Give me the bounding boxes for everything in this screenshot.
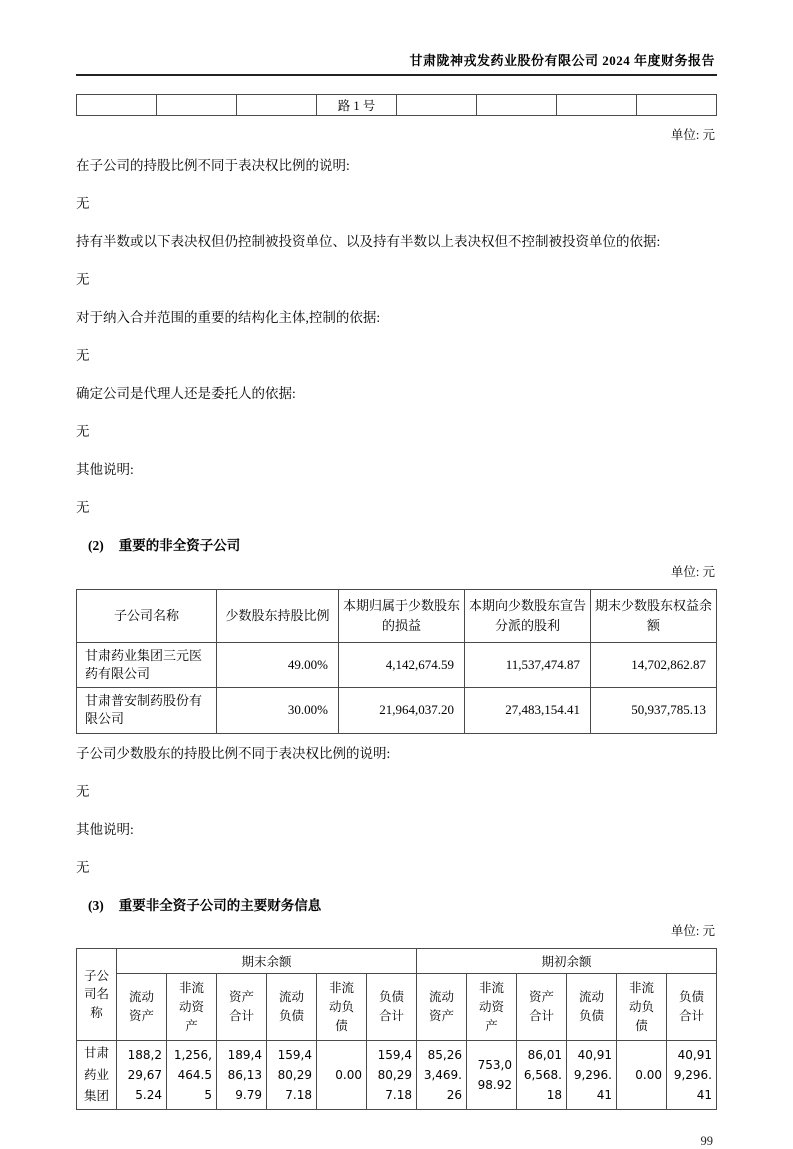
- table-cell: [237, 95, 317, 116]
- subsidiary-name-cell: 甘肃药业集团: [77, 1041, 117, 1110]
- qa-answer: 无: [76, 859, 90, 875]
- subheader-total-assets: 资产合计: [217, 974, 267, 1041]
- subsidiaries-financials-table: [76, 948, 717, 1110]
- value-cell: 0.00: [317, 1041, 367, 1110]
- subheader-total-liabilities: 负债合计: [667, 974, 717, 1041]
- qa-label: 其他说明:: [76, 821, 134, 837]
- document-header-title: 甘肃陇神戎发药业股份有限公司 2024 年度财务报告: [409, 53, 715, 68]
- value-cell: 86,016,568.18: [517, 1041, 567, 1110]
- qa-label: 其他说明:: [76, 462, 134, 477]
- subheader-current-assets: 流动资产: [417, 974, 467, 1041]
- table-cell-address: 路 1 号: [317, 95, 397, 116]
- section-title: 重要的非全资子公司: [118, 538, 241, 553]
- column-header-minority-ratio: 少数股东持股比例: [217, 589, 339, 642]
- qa-answer: 无: [76, 783, 90, 799]
- column-header-subsidiary-name: 子公司名称: [77, 589, 217, 642]
- subheader-noncurrent-assets: 非流动资产: [467, 974, 517, 1041]
- page-number: 99: [700, 1134, 713, 1149]
- section-number: (2): [88, 538, 104, 553]
- group-header-closing-balance: 期末余额: [117, 949, 417, 974]
- value-cell: 0.00: [617, 1041, 667, 1110]
- table-cell: [157, 95, 237, 116]
- unit-label: 单位: 元: [670, 924, 715, 939]
- table-group-header-row: [77, 949, 717, 974]
- qa-section: [76, 159, 717, 515]
- table-row: [77, 1041, 717, 1110]
- subsidiary-name-cell: 甘肃药业集团三元医药有限公司: [77, 642, 217, 687]
- qa-answer: 无: [76, 424, 90, 439]
- subheader-current-liabilities: 流动负债: [267, 974, 317, 1041]
- equity-cell: 14,702,862.87: [591, 642, 717, 687]
- subheader-noncurrent-liabilities: 非流动负债: [317, 974, 367, 1041]
- section-heading-2: [88, 539, 717, 553]
- non-wholly-owned-subsidiaries-table: [76, 589, 717, 734]
- table-cell: [477, 95, 557, 116]
- value-cell: 1,256,464.55: [167, 1041, 217, 1110]
- table-cell: [557, 95, 637, 116]
- value-cell: 159,480,297.18: [367, 1041, 417, 1110]
- section-heading-3: [88, 899, 717, 913]
- column-header-declared-dividends: 本期向少数股东宣告分派的股利: [465, 589, 591, 642]
- corner-header-subsidiary-name: 子公司名称: [77, 949, 117, 1041]
- table-row: [77, 688, 717, 733]
- value-cell: 40,919,296.41: [667, 1041, 717, 1110]
- ratio-cell: 30.00%: [217, 688, 339, 733]
- qa-label: 对于纳入合并范围的重要的结构化主体,控制的依据:: [76, 310, 381, 325]
- subheader-current-assets: 流动资产: [117, 974, 167, 1041]
- qa-answer: 无: [76, 196, 90, 211]
- section-number: (3): [88, 897, 104, 913]
- value-cell: 40,919,296.41: [567, 1041, 617, 1110]
- table-cell: [77, 95, 157, 116]
- value-cell: 189,486,139.79: [217, 1041, 267, 1110]
- value-cell: 85,263,469.26: [417, 1041, 467, 1110]
- qa-label: 确定公司是代理人还是委托人的依据:: [76, 386, 296, 401]
- qa-label: 在子公司的持股比例不同于表决权比例的说明:: [76, 158, 350, 173]
- value-cell: 159,480,297.18: [267, 1041, 317, 1110]
- column-header-minority-profit: 本期归属于少数股东的损益: [339, 589, 465, 642]
- qa-answer: 无: [76, 348, 90, 363]
- qa-answer: 无: [76, 272, 90, 287]
- value-cell: 188,229,675.24: [117, 1041, 167, 1110]
- qa-label: 子公司少数股东的持股比例不同于表决权比例的说明:: [76, 745, 391, 761]
- table-row: [77, 642, 717, 687]
- equity-cell: 50,937,785.13: [591, 688, 717, 733]
- subheader-total-liabilities: 负债合计: [367, 974, 417, 1041]
- group-header-opening-balance: 期初余额: [417, 949, 717, 974]
- table-header-row: [77, 589, 717, 642]
- carryover-table-fragment: [76, 94, 717, 116]
- subheader-noncurrent-assets: 非流动资产: [167, 974, 217, 1041]
- section-title: 重要非全资子公司的主要财务信息: [118, 897, 322, 913]
- table-cell: [637, 95, 717, 116]
- column-header-minority-equity: 期末少数股东权益余额: [591, 589, 717, 642]
- value-cell: 753,098.92: [467, 1041, 517, 1110]
- unit-label: 单位: 元: [670, 128, 715, 142]
- table-cell: [397, 95, 477, 116]
- profit-cell: 21,964,037.20: [339, 688, 465, 733]
- table-subheader-row: [77, 974, 717, 1041]
- header-divider: [76, 74, 717, 76]
- dividends-cell: 27,483,154.41: [465, 688, 591, 733]
- subsidiary-name-cell: 甘肃普安制药股份有限公司: [77, 688, 217, 733]
- qa-label: 持有半数或以下表决权但仍控制被投资单位、以及持有半数以上表决权但不控制被投资单位的依据:: [76, 234, 661, 249]
- table-row: [77, 95, 717, 116]
- qa-answer: 无: [76, 500, 90, 515]
- section2-notes: [76, 747, 717, 875]
- ratio-cell: 49.00%: [217, 642, 339, 687]
- subheader-current-liabilities: 流动负债: [567, 974, 617, 1041]
- subheader-noncurrent-liabilities: 非流动负债: [617, 974, 667, 1041]
- profit-cell: 4,142,674.59: [339, 642, 465, 687]
- subheader-total-assets: 资产合计: [517, 974, 567, 1041]
- unit-label: 单位: 元: [670, 564, 715, 579]
- dividends-cell: 11,537,474.87: [465, 642, 591, 687]
